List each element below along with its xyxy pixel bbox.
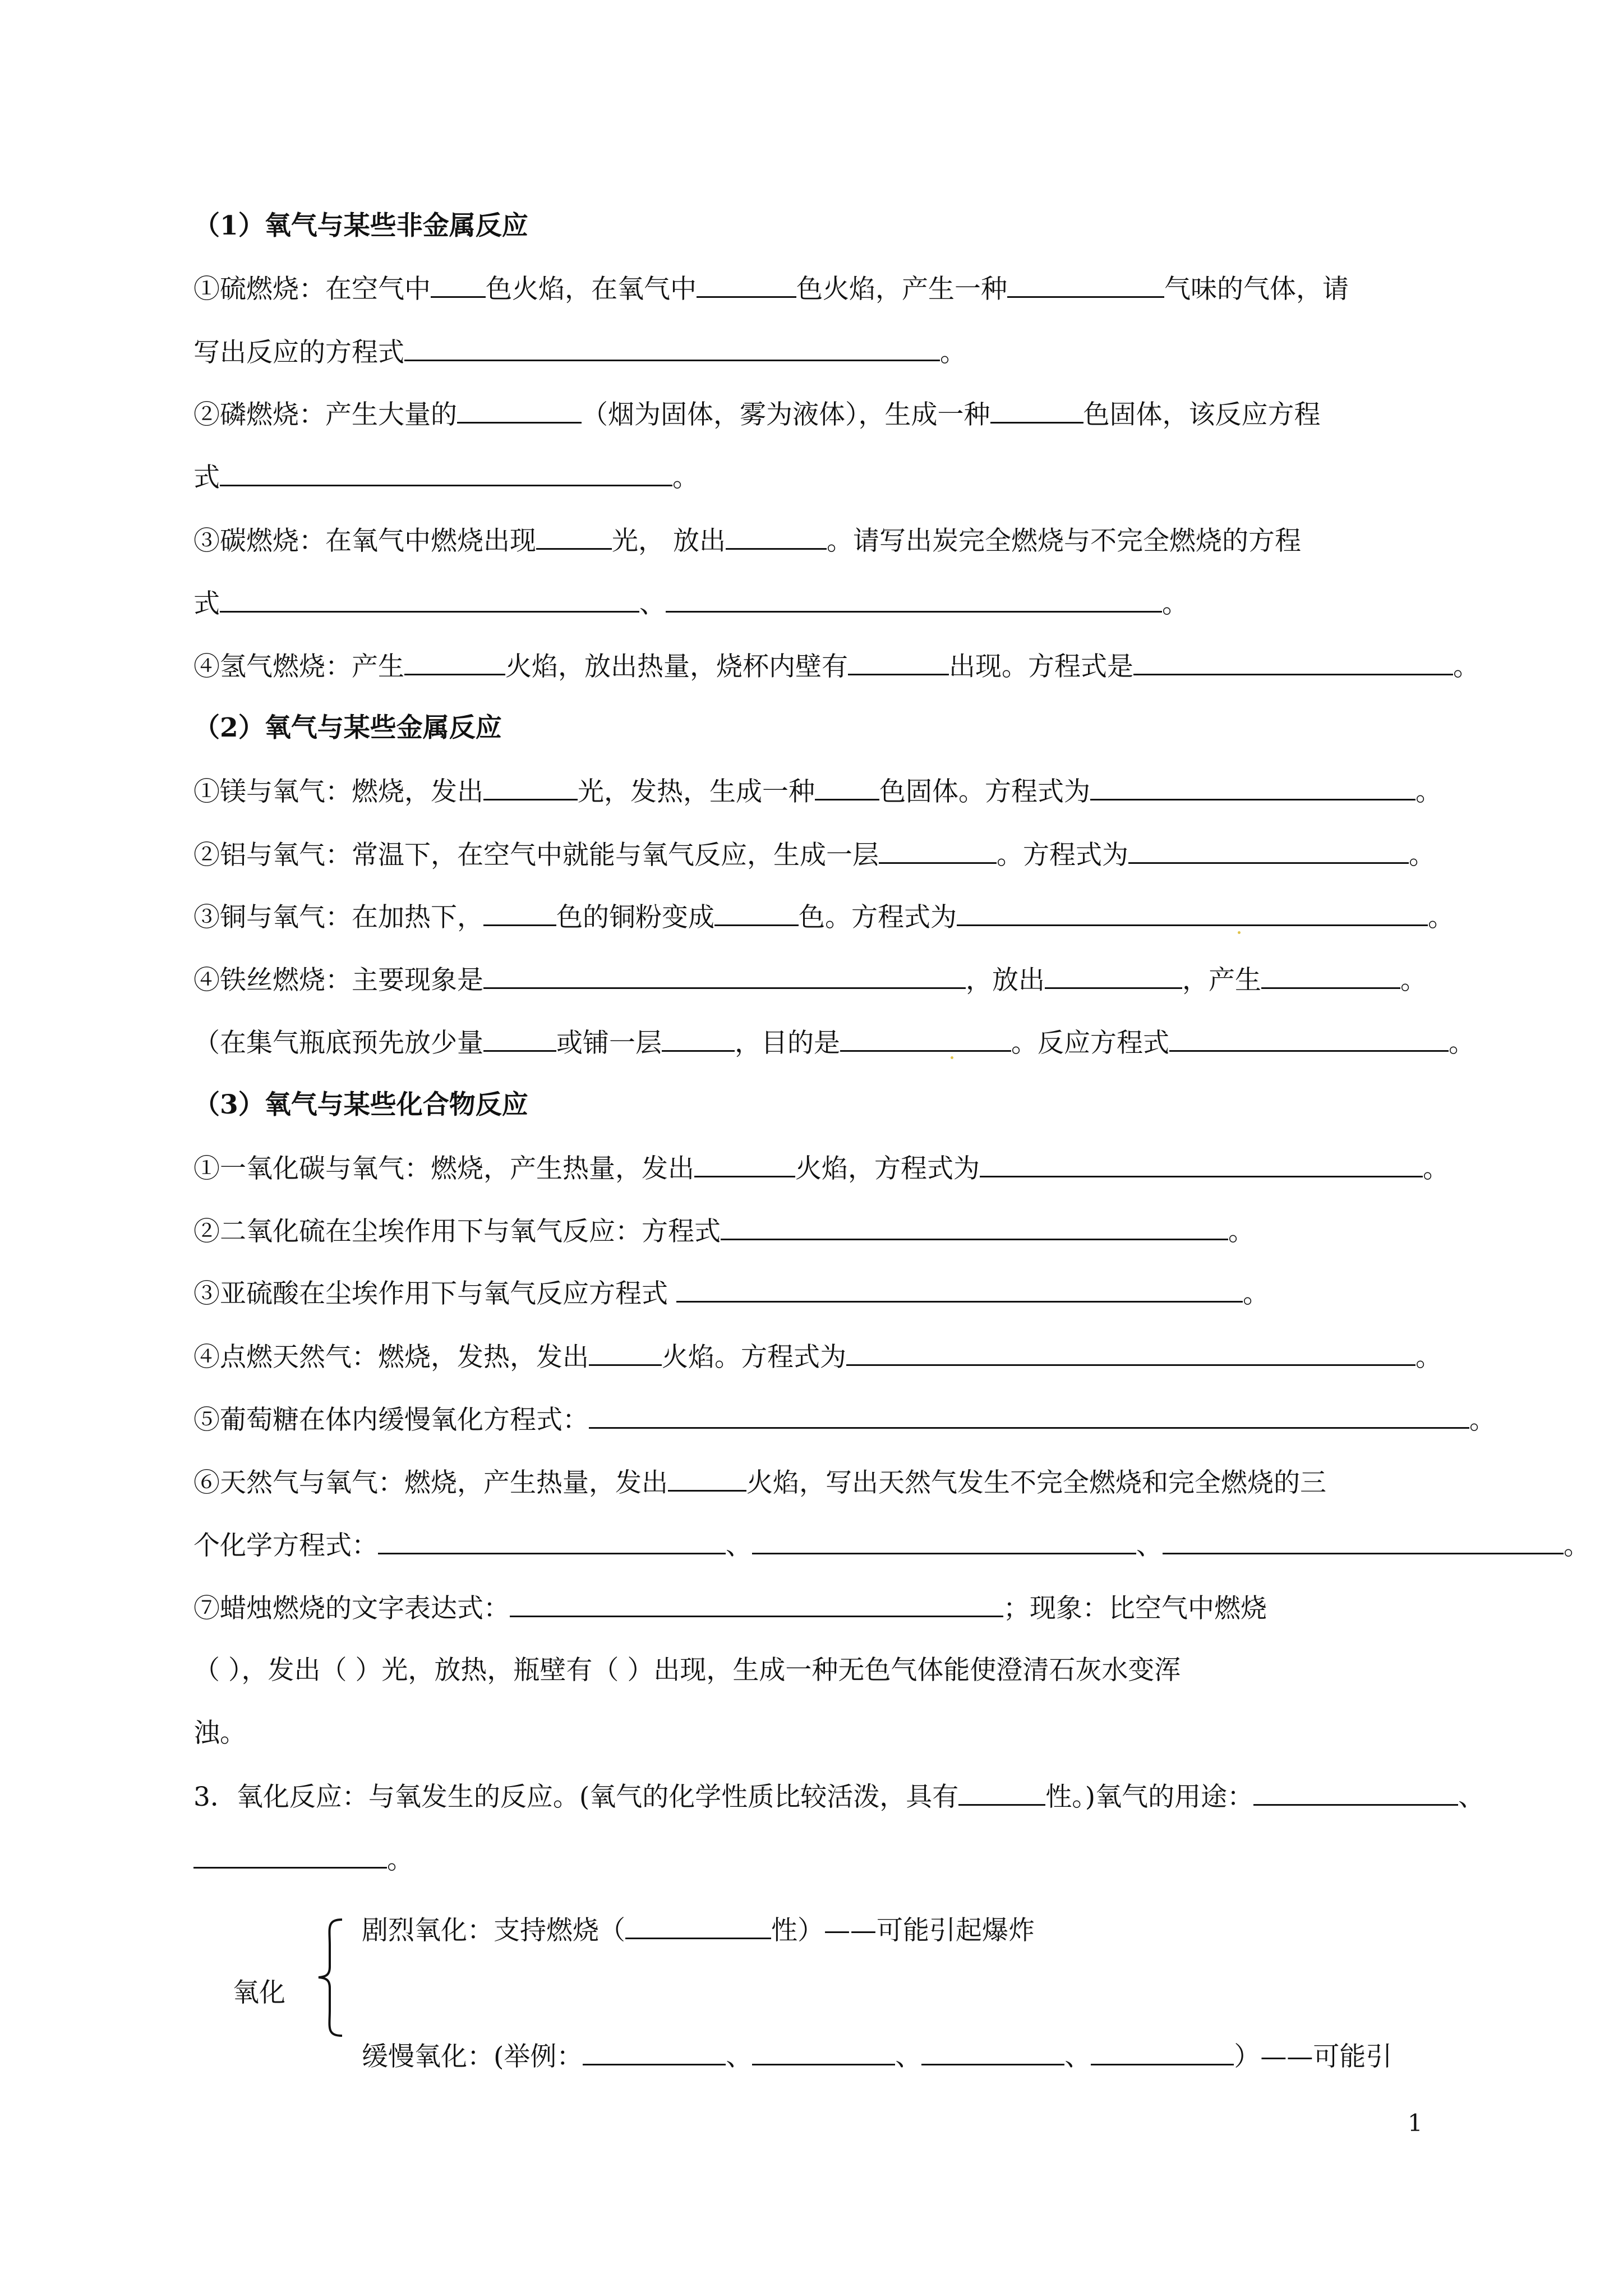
s3-item6-line2: 个化学方程式： 、 、 。: [193, 1528, 1590, 1563]
answer-blank[interactable]: [431, 272, 486, 298]
answer-blank[interactable]: [1133, 649, 1453, 675]
answer-blank[interactable]: [220, 586, 639, 613]
curly-brace-icon: [314, 1917, 348, 2038]
answer-blank[interactable]: [921, 2039, 1064, 2065]
answer-blank[interactable]: [583, 2039, 726, 2065]
answer-blank[interactable]: [666, 586, 1162, 613]
s1-item2-line1: ②磷燃烧：产生大量的 （烟为固体，雾为液体），生成一种 色固体，该反应方程: [193, 397, 1321, 432]
slow-oxidation-line: 缓慢氧化：(举例： 、 、 、 ）——可能引: [362, 2039, 1392, 2074]
section-2-heading: （2）氧气与某些金属反应: [193, 712, 502, 743]
s1-item2-line2: 式 。: [193, 460, 699, 495]
answer-blank[interactable]: [990, 397, 1083, 424]
answer-blank[interactable]: [668, 1465, 746, 1492]
answer-blank[interactable]: [752, 2039, 895, 2065]
answer-blank[interactable]: [483, 963, 966, 989]
stray-mark: [951, 1056, 953, 1059]
section-1-heading: （1）氧气与某些非金属反应: [193, 210, 528, 241]
s2-item3: ③铜与氧气：在加热下， 色的铜粉变成 色。方程式为 。: [193, 900, 1454, 935]
stray-mark: [1238, 931, 1241, 934]
answer-blank[interactable]: [220, 460, 672, 486]
s1-item1-line1: ①硫燃烧：在空气中 色火焰，在氧气中 色火焰，产生一种 气味的气体，请: [193, 272, 1349, 306]
answer-blank[interactable]: [1261, 963, 1400, 989]
answer-blank[interactable]: [404, 335, 940, 361]
section-4-line1: 3．氧化反应：与氧发生的反应。(氧气的化学性质比较活泼，具有 性。)氧气的用途： 、: [193, 1779, 1484, 1814]
s3-item7-line1: ⑦蜡烛燃烧的文字表达式： ；现象：比空气中燃烧: [193, 1591, 1267, 1626]
answer-blank[interactable]: [1169, 1025, 1449, 1052]
s3-item6-line1: ⑥天然气与氧气：燃烧，产生热量，发出 火焰，写出天然气发生不完全燃烧和完全燃烧的三: [193, 1465, 1326, 1500]
answer-blank[interactable]: [483, 900, 556, 926]
answer-blank[interactable]: [815, 774, 879, 800]
answer-blank[interactable]: [510, 1591, 1003, 1617]
answer-blank[interactable]: [1163, 1528, 1564, 1554]
answer-blank[interactable]: [848, 649, 949, 675]
s2-item4-line1: ④铁丝燃烧：主要现象是 ，放出 ，产生 。: [193, 963, 1427, 997]
answer-blank[interactable]: [536, 523, 612, 550]
answer-blank[interactable]: [697, 272, 796, 298]
answer-blank[interactable]: [958, 1779, 1045, 1806]
answer-blank[interactable]: [1253, 1779, 1458, 1806]
answer-blank[interactable]: [980, 1151, 1423, 1177]
s3-item7-line2: （ ），发出（ ）光，放热，瓶壁有（ ）出现，生成一种无色气体能使澄清石灰水变浑: [193, 1655, 1181, 1686]
answer-blank[interactable]: [721, 1214, 1228, 1240]
answer-blank[interactable]: [714, 900, 799, 926]
answer-blank[interactable]: [378, 1528, 726, 1554]
s1-item3-line1: ③碳燃烧：在氧气中燃烧出现 光， 放出 。请写出炭完全燃烧与不完全燃烧的方程: [193, 523, 1301, 558]
answer-blank[interactable]: [457, 397, 582, 424]
answer-blank[interactable]: [1091, 2039, 1234, 2065]
s1-item4: ④氢气燃烧：产生 火焰，放出热量，烧杯内壁有 出现。方程式是 。: [193, 649, 1479, 684]
answer-blank[interactable]: [846, 1340, 1415, 1366]
section-4-line2: 。: [193, 1842, 413, 1877]
s1-item1-line2: 写出反应的方程式 。: [193, 335, 966, 370]
answer-blank[interactable]: [752, 1528, 1136, 1554]
intense-oxidation-line: 剧烈氧化：支持燃烧（ 性）——可能引起爆炸: [362, 1913, 1035, 1948]
answer-blank[interactable]: [726, 523, 827, 550]
s3-item5: ⑤葡萄糖在体内缓慢氧化方程式： 。: [193, 1402, 1496, 1437]
s2-item4-line2: （在集气瓶底预先放少量 或铺一层 ，目的是 。反应方程式 。: [193, 1025, 1475, 1060]
answer-blank[interactable]: [694, 1151, 795, 1177]
s3-item4: ④点燃天然气：燃烧，发热，发出 火焰。方程式为 。: [193, 1340, 1442, 1374]
answer-blank[interactable]: [404, 649, 505, 675]
answer-blank[interactable]: [1090, 774, 1415, 800]
answer-blank[interactable]: [193, 1842, 387, 1869]
s3-item2: ②二氧化硫在尘埃作用下与氧气反应：方程式 。: [193, 1214, 1255, 1249]
answer-blank[interactable]: [879, 838, 997, 864]
answer-blank[interactable]: [957, 900, 1428, 926]
answer-blank[interactable]: [483, 774, 578, 800]
answer-blank[interactable]: [589, 1402, 1469, 1429]
section-3-heading: （3）氧气与某些化合物反应: [193, 1089, 528, 1120]
answer-blank[interactable]: [1045, 963, 1182, 989]
answer-blank[interactable]: [589, 1340, 662, 1366]
answer-blank[interactable]: [1128, 838, 1409, 864]
s2-item1: ①镁与氧气：燃烧，发出 光，发热，生成一种 色固体。方程式为 。: [193, 774, 1442, 809]
answer-blank[interactable]: [676, 1276, 1243, 1303]
answer-blank[interactable]: [1007, 272, 1164, 298]
answer-blank[interactable]: [662, 1025, 735, 1052]
oxidation-label: 氧化: [233, 1977, 285, 2008]
answer-blank[interactable]: [625, 1913, 771, 1939]
answer-blank[interactable]: [483, 1025, 556, 1052]
page-number: 1: [1408, 2109, 1423, 2137]
s3-item1: ①一氧化碳与氧气：燃烧，产生热量，发出 火焰，方程式为 。: [193, 1151, 1449, 1186]
s1-item3-line2: 式 、 。: [193, 586, 1188, 621]
s3-item7-line3: 浊。: [193, 1718, 246, 1749]
answer-blank[interactable]: [840, 1025, 1011, 1052]
s3-item3: ③亚硫酸在尘埃作用下与氧气反应方程式 。: [193, 1276, 1269, 1311]
s2-item2: ②铝与氧气：常温下，在空气中就能与氧气反应，生成一层 。方程式为 。: [193, 838, 1435, 872]
